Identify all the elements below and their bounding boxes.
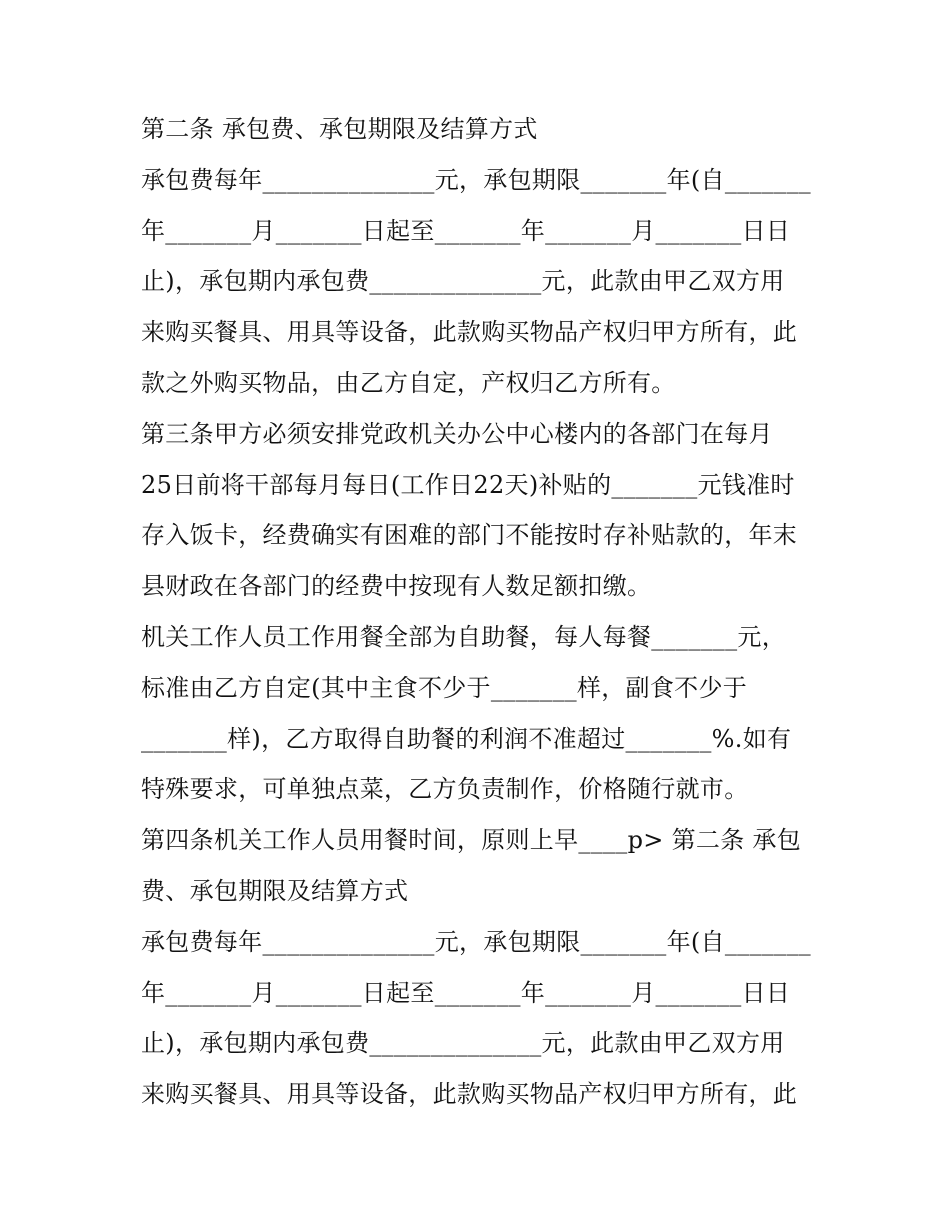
text-line: _______样)，乙方取得自助餐的利润不准超过_______%.如有: [141, 724, 792, 753]
text-line: 止)，承包期内承包费______________元，此款由甲乙双方用: [141, 1029, 785, 1058]
text-line: 机关工作人员工作用餐全部为自助餐，每人每餐_______元，: [141, 622, 786, 651]
text-line: 特殊要求，可单独点菜，乙方负责制作，价格随行就市。: [141, 775, 749, 804]
text-line: 止)，承包期内承包费______________元，此款由甲乙双方用: [141, 267, 785, 296]
text-line: 年_______月_______日起至_______年_______月_______日日: [141, 978, 791, 1007]
text-line: 承包费每年______________元，承包期限_______年(自_______: [141, 927, 811, 956]
contract-text-body: [141, 110, 831, 1126]
text-line: 费、承包期限及结算方式: [141, 876, 409, 905]
text-line: 25日前将干部每月每日(工作日22天)补贴的_______元钱准时: [141, 470, 795, 499]
text-line: 县财政在各部门的经费中按现有人数足额扣缴。: [141, 572, 652, 601]
text-line: 承包费每年______________元，承包期限_______年(自_______: [141, 165, 811, 194]
text-line: 年_______月_______日起至_______年_______月_______日日: [141, 216, 791, 245]
text-line: 来购买餐具、用具等设备，此款购买物品产权归甲方所有，此: [141, 1080, 798, 1109]
article-4-text: 第四条机关工作人员用餐时间，原则上早____p> 第二条 承包: [141, 826, 802, 855]
article-3-text: 第三条甲方必须安排党政机关办公中心楼内的各部门在每月: [141, 419, 773, 448]
text-line: 标准由乙方自定(其中主食不少于_______样，副食不少于: [141, 673, 748, 702]
text-line: 款之外购买物品，由乙方自定，产权归乙方所有。: [141, 368, 676, 397]
text-line: 存入饭卡，经费确实有困难的部门不能按时存补贴款的，年末: [141, 521, 798, 550]
article-2-heading: 第二条 承包费、承包期限及结算方式: [141, 115, 538, 143]
text-line: 来购买餐具、用具等设备，此款购买物品产权归甲方所有，此: [141, 318, 798, 347]
